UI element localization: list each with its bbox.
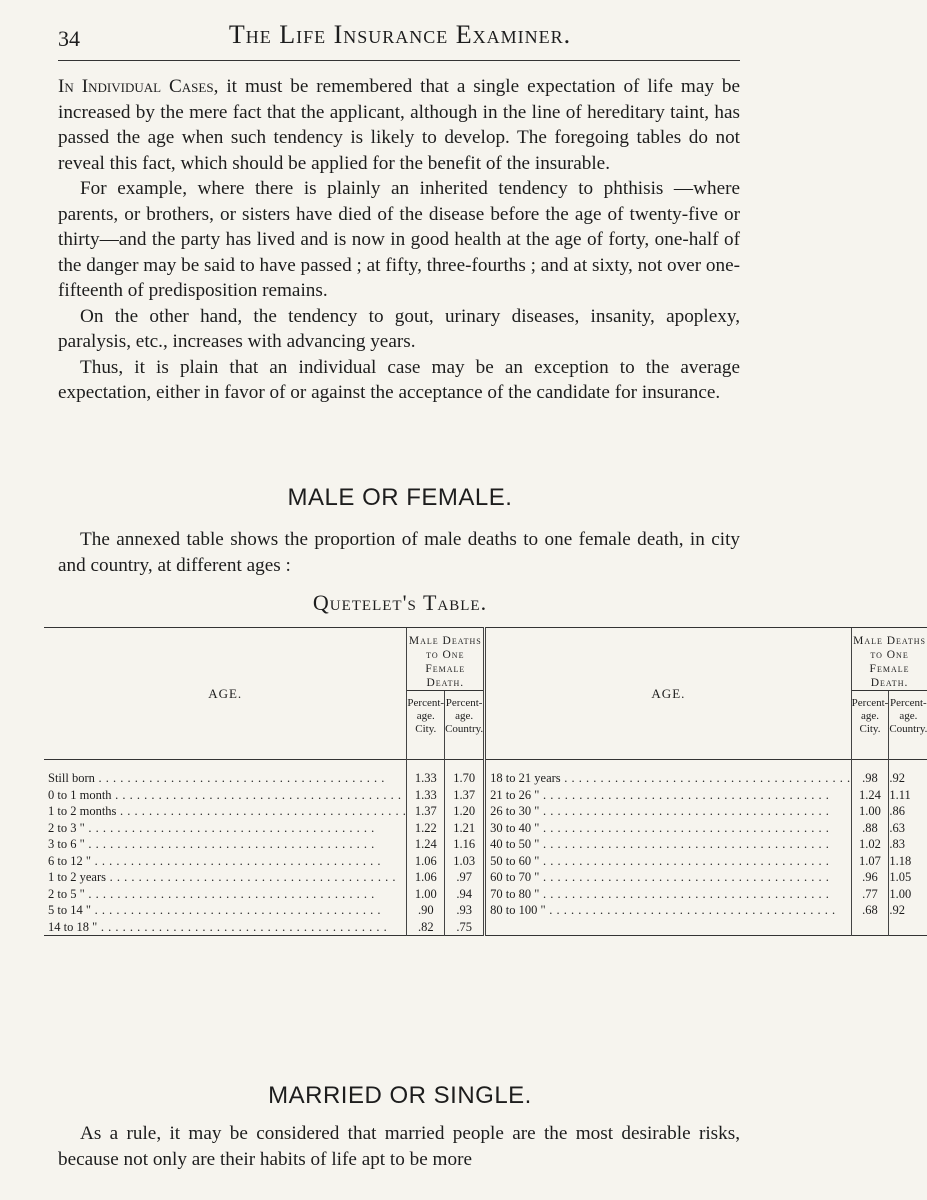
country-value-text: .94 (456, 886, 472, 901)
country-value (445, 820, 485, 837)
age-cell-text: 0 to 1 month (48, 787, 112, 802)
city-value-text: 1.22 (414, 820, 437, 835)
city-value-text: .88 (862, 820, 878, 835)
quetelet-table (44, 627, 927, 936)
age-cell (44, 902, 407, 919)
sub-header-line: age. (416, 710, 435, 722)
country-value-text: .97 (456, 870, 472, 884)
city-value (851, 902, 889, 919)
country-value-text: .75 (456, 919, 472, 934)
country-value (889, 919, 927, 936)
age-cell-text: 1 to 2 years (48, 870, 106, 884)
city-value-text: 1.07 (859, 853, 881, 868)
age-cell (485, 803, 851, 820)
table-row (44, 886, 927, 903)
age-cell-text: 1 to 2 months (48, 804, 117, 818)
table-row (44, 770, 927, 787)
city-value (851, 853, 889, 870)
page-number: 34 (58, 26, 80, 51)
city-value-text: 1.33 (414, 771, 437, 785)
table-bottom-rule (44, 936, 927, 937)
sub-header-line: Country. (445, 723, 484, 735)
dot-leader: . . . . . . . . . . . . . . . . . . . . . . . . . . . . . . . . . . . . . . . . (94, 771, 385, 785)
city-value-text: .77 (862, 886, 878, 901)
country-value-text: 1.03 (453, 853, 476, 868)
city-value (851, 869, 889, 886)
city-value-text: .98 (862, 771, 878, 785)
city-value (851, 803, 889, 820)
country-value-text: 1.70 (453, 771, 476, 785)
city-value (851, 836, 889, 853)
country-value (889, 869, 927, 886)
country-value-text: .86 (889, 804, 905, 818)
age-cell (485, 902, 851, 919)
city-value (851, 919, 889, 936)
country-value (889, 803, 927, 820)
dot-leader: . . . . . . . . . . . . . . . . . . . . . . . . . . . . . . . . . . . . . . . . (105, 870, 396, 884)
age-cell (44, 787, 407, 804)
country-value-text: 1.05 (889, 870, 912, 884)
dot-leader: . . . . . . . . . . . . . . . . . . . . . . . . . . . . . . . . . . . . . . . . (539, 886, 830, 901)
country-value-text: 1.16 (453, 837, 476, 851)
paragraph-2: For example, where there is plainly an inherited tendency to phthisis —where parents, or brothers, or sisters have died of the disease before the age of twenty-five or thirty—and the party has lived and is now in good health at the age of forty, one-half of the danger may be said to have passed ; at fifty, three-fourths ; and at sixty, not over one-fifteenth of predisposition remains. (58, 178, 740, 301)
country-value (889, 853, 927, 870)
city-value (407, 919, 445, 936)
age-cell (485, 886, 851, 903)
sub-header-country-left (445, 691, 485, 760)
country-value (889, 820, 927, 837)
country-value-text: 1.37 (453, 787, 476, 802)
city-value (407, 836, 445, 853)
header-rule (58, 60, 740, 61)
age-cell-text: Still born (48, 771, 95, 785)
age-cell (44, 919, 407, 936)
age-cell-text: 26 to 30 " (490, 804, 540, 818)
dot-leader: . . . . . . . . . . . . . . . . . . . . . . . . . . . . . . . . . . . . . . . . (97, 919, 388, 934)
paragraph-4: Thus, it is plain that an individual case may be an exception to the average expectation, either in favor of or against the acceptance of the candidate for insurance. (58, 356, 740, 403)
dot-leader: . . . . . . . . . . . . . . . . . . . . . . . . . . . . . . . . . . . . . . . . (539, 820, 830, 835)
country-value (445, 787, 485, 804)
city-value-text: 1.37 (414, 804, 437, 818)
country-value-text: .92 (889, 903, 905, 917)
table-row (44, 853, 927, 870)
age-cell (485, 820, 851, 837)
dot-leader: . . . . . . . . . . . . . . . . . . . . . . . . . . . . . . . . . . . . . . . . (545, 903, 836, 917)
country-value-text: 1.18 (889, 853, 912, 868)
city-value-text: 1.00 (859, 804, 881, 818)
city-value-text: 1.06 (414, 853, 437, 868)
sub-header-line: age. (860, 710, 879, 722)
city-value-text: 1.02 (859, 837, 881, 851)
country-value-text: .83 (889, 837, 905, 851)
country-value (889, 836, 927, 853)
city-value (407, 902, 445, 919)
running-head: The Life Insurance Examiner. (228, 20, 572, 49)
dot-leader: . . . . . . . . . . . . . . . . . . . . . . . . . . . . . . . . . . . . . . . . (90, 903, 381, 917)
city-value-text: .82 (417, 919, 434, 934)
country-value-text: 1.21 (453, 820, 476, 835)
sub-header-line: Percent- (890, 697, 927, 709)
age-cell-text: 40 to 50 " (490, 837, 540, 851)
table-row (44, 919, 927, 936)
section-heading-male-or-female: MALE OR FEMALE. (287, 484, 513, 511)
country-value (445, 869, 485, 886)
separator-cell (407, 760, 445, 771)
city-value-text: .96 (862, 870, 878, 884)
group-header-line: to One (426, 649, 465, 661)
city-value (407, 853, 445, 870)
separator-cell (485, 760, 851, 771)
age-cell (44, 853, 407, 870)
dot-leader: . . . . . . . . . . . . . . . . . . . . . . . . . . . . . . . . . . . . . . . . (84, 820, 375, 835)
city-value (407, 770, 445, 787)
table-row (44, 869, 927, 886)
table-body (44, 770, 927, 936)
age-cell-text: 2 to 3 " (48, 820, 85, 835)
age-cell (485, 770, 851, 787)
country-value-text: 1.00 (889, 886, 912, 901)
section-2-paragraph: As a rule, it may be considered that married people are the most desirable risks, because not only are their habits of life apt to be more (58, 1123, 740, 1170)
paragraph-1-text: it must be remembered that a single expectation of life may be increased by the mere fact that the applicant, although in the line of hereditary taint, has passed the age when such tendency is likely to develop. The foregoing tables do not reveal this fact, which should be applied for the benefit of the insurable. (58, 76, 740, 174)
group-header-line: Female Death. (425, 663, 466, 689)
dot-leader: . . . . . . . . . . . . . . . . . . . . . . . . . . . . . . . . . . . . . . . . (84, 837, 375, 851)
city-value-text: .90 (417, 903, 434, 917)
group-header-line: to One (870, 649, 909, 661)
separator-cell (445, 760, 485, 771)
table-row (44, 836, 927, 853)
age-cell-text: 30 to 40 " (490, 820, 540, 835)
age-cell-text: 21 to 26 " (490, 787, 540, 802)
age-cell (485, 853, 851, 870)
city-value-text: 1.33 (414, 787, 437, 802)
paragraph-1 (58, 74, 740, 176)
table-title: Quetelet's Table. (312, 590, 488, 615)
sub-header-line: age. (899, 710, 918, 722)
dot-leader: . . . . . . . . . . . . . . . . . . . . . . . . . . . . . . . . . . . . . . . . (90, 853, 381, 868)
age-cell-text: 2 to 5 " (48, 886, 85, 901)
country-value (889, 886, 927, 903)
age-cell-text: 3 to 6 " (48, 837, 85, 851)
country-value (889, 770, 927, 787)
city-value-text: .68 (862, 903, 878, 917)
paragraph-3: On the other hand, the tendency to gout, urinary diseases, insanity, apoplexy, paralysis, etc., increases with advancing years. (58, 305, 740, 352)
group-header-line: Male Deaths (853, 635, 926, 647)
city-value (851, 787, 889, 804)
city-value (851, 820, 889, 837)
sub-header-line: City. (415, 723, 437, 735)
dot-leader: . . . . . . . . . . . . . . . . . . . . . . . . . . . . . . . . . . . . . . . . (539, 804, 830, 818)
city-value (851, 770, 889, 787)
age-cell-text: 18 to 21 years (490, 771, 561, 785)
city-value-text: 1.24 (414, 837, 437, 851)
section-2-text (58, 1121, 740, 1172)
country-value (889, 902, 927, 919)
country-value (445, 902, 485, 919)
city-value (407, 787, 445, 804)
age-cell (485, 787, 851, 804)
section-heading-married-or-single: MARRIED OR SINGLE. (268, 1082, 532, 1109)
sub-header-line: Percent- (445, 697, 483, 709)
city-value (851, 886, 889, 903)
group-header-left (407, 628, 485, 691)
dot-leader: . . . . . . . . . . . . . . . . . . . . . . . . . . . . . . . . . . . . . . . . (539, 853, 830, 868)
dot-leader: . . . . . . . . . . . . . . . . . . . . . . . . . . . . . . . . . . . . . . . . (111, 787, 402, 802)
group-header-line: Female Death. (869, 663, 910, 689)
section-1-paragraph: The annexed table shows the proportion of male deaths to one female death, in city and country, at different ages : (58, 529, 740, 576)
separator-cell (44, 760, 407, 771)
sub-header-line: Percent- (851, 697, 889, 709)
country-value (889, 787, 927, 804)
city-value-text: 1.06 (414, 870, 437, 884)
sub-header-city-left (407, 691, 445, 760)
age-header-right: AGE. (485, 628, 851, 760)
country-value (445, 919, 485, 936)
separator-cell (851, 760, 889, 771)
sub-header-city-right (851, 691, 889, 760)
country-value-text: 1.11 (889, 787, 911, 802)
age-cell (485, 836, 851, 853)
country-value-text: .63 (889, 820, 905, 835)
section-1-text (58, 527, 740, 578)
sub-header-line: City. (859, 723, 881, 735)
country-value-text: 1.20 (453, 804, 476, 818)
age-cell-text: 70 to 80 " (490, 886, 540, 901)
country-value-text: .93 (456, 903, 472, 917)
city-value-text: 1.24 (859, 787, 881, 802)
age-cell (485, 869, 851, 886)
city-value (407, 869, 445, 886)
age-cell-text: 6 to 12 " (48, 853, 91, 868)
intro-text (58, 74, 740, 406)
age-cell (44, 770, 407, 787)
dot-leader: . . . . . . . . . . . . . . . . . . . . . . . . . . . . . . . . . . . . . . . . (560, 771, 851, 785)
country-value (445, 770, 485, 787)
dot-leader: . . . . . . . . . . . . . . . . . . . . . . . . . . . . . . . . . . . . . . . . (539, 787, 830, 802)
group-header-line: Male Deaths (408, 635, 482, 647)
age-cell-text: 50 to 60 " (490, 853, 540, 868)
age-cell (485, 919, 851, 936)
age-cell-text: 80 to 100 " (490, 903, 546, 917)
city-value (407, 886, 445, 903)
country-value (445, 836, 485, 853)
dot-leader: . . . . . . . . . . . . . . . . . . . . . . . . . . . . . . . . . . . . . . . . (116, 804, 407, 818)
paragraph-1-lead: In Individual Cases, (58, 76, 219, 97)
country-value (445, 886, 485, 903)
age-cell (44, 869, 407, 886)
country-value-text: .92 (889, 771, 905, 785)
table-row (44, 803, 927, 820)
table-row (44, 902, 927, 919)
city-value (407, 820, 445, 837)
city-value (407, 803, 445, 820)
age-cell (44, 820, 407, 837)
age-cell-text: 60 to 70 " (490, 870, 540, 884)
age-cell-text: 5 to 14 " (48, 903, 91, 917)
sub-header-line: age. (455, 710, 474, 722)
city-value-text: 1.00 (414, 886, 437, 901)
sub-header-line: Country. (889, 723, 927, 735)
age-cell (44, 836, 407, 853)
sub-header-line: Percent- (407, 697, 445, 709)
sub-header-country-right (889, 691, 927, 760)
dot-leader: . . . . . . . . . . . . . . . . . . . . . . . . . . . . . . . . . . . . . . . . (539, 837, 830, 851)
age-header-left: AGE. (44, 628, 407, 760)
country-value (445, 803, 485, 820)
age-cell (44, 803, 407, 820)
age-cell (44, 886, 407, 903)
dot-leader: . . . . . . . . . . . . . . . . . . . . . . . . . . . . . . . . . . . . . . . . (539, 870, 830, 884)
age-cell-text: 14 to 18 " (48, 919, 98, 934)
separator-cell (889, 760, 927, 771)
table-row (44, 787, 927, 804)
dot-leader: . . . . . . . . . . . . . . . . . . . . . . . . . . . . . . . . . . . . . . . . (84, 886, 375, 901)
country-value (445, 853, 485, 870)
table-row (44, 820, 927, 837)
group-header-right (851, 628, 927, 691)
